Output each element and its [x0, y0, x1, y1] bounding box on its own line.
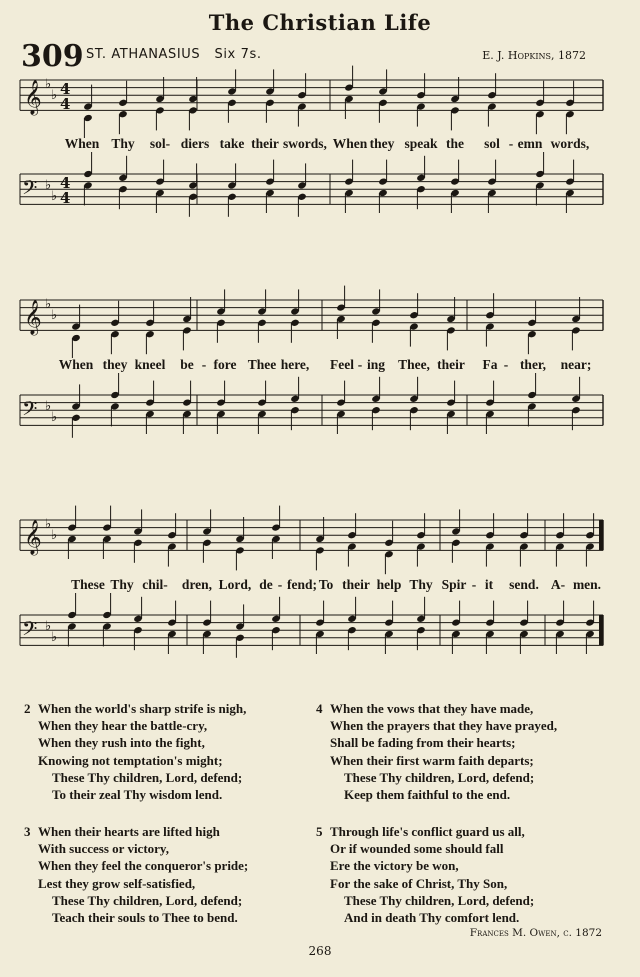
verse-number: 4 — [316, 701, 323, 716]
treble-clef-icon: 𝄞 — [24, 80, 42, 115]
verse-number: 2 — [24, 701, 31, 716]
syllable: dren, — [181, 577, 213, 592]
syllable: fore — [213, 357, 237, 372]
syllable: Thee, — [398, 357, 430, 372]
syllable: fend; — [287, 577, 317, 592]
verse-line: Through life's conflict guard us all, — [330, 824, 525, 839]
syllable: the — [446, 136, 464, 151]
syllable: Thy — [409, 577, 433, 592]
verse-line: Keep them faithful to the end. — [344, 787, 511, 803]
syllable: diers — [180, 136, 210, 151]
verse-line: These Thy children, Lord, defend; — [344, 769, 535, 785]
page-number: 268 — [308, 944, 332, 958]
verse-line: When their hearts are lifted high — [38, 824, 220, 839]
verse-line: When they rush into the fight, — [38, 735, 205, 751]
syllable: ther, — [519, 357, 547, 372]
hymn-number: 309 — [21, 39, 84, 74]
flat-sign-icon: ♭ — [51, 308, 58, 323]
syllable: ing — [366, 357, 386, 372]
verse-2 — [24, 700, 247, 803]
verse-line: And in death Thy comfort lend. — [344, 910, 520, 926]
final-bar-line — [599, 520, 603, 550]
verse-line: For the sake of Christ, Thy Son, — [330, 875, 508, 891]
syllable: - — [503, 357, 509, 372]
flat-sign-icon: ♭ — [45, 77, 52, 92]
verse-number: 3 — [24, 824, 31, 839]
syllable: sol- — [149, 136, 171, 151]
syllable: A- — [550, 577, 566, 592]
author-credit: Frances M. Owen, c. 1872 — [469, 927, 602, 939]
verse-line: When the world's sharp strife is nigh, — [38, 701, 247, 716]
flat-sign-icon: ♭ — [51, 528, 58, 543]
syllable: chil- — [142, 577, 168, 592]
page-title: The Christian Life — [208, 10, 432, 35]
verse-line: When the vows that they have made, — [330, 701, 534, 716]
syllable: speak — [404, 136, 438, 151]
syllable: Feel — [330, 357, 354, 372]
flat-sign-icon: ♭ — [45, 178, 52, 193]
syllable: - — [508, 136, 514, 151]
verse-5 — [316, 823, 535, 926]
syllable: When — [332, 136, 368, 151]
time-signature-denominator: 4 — [60, 189, 71, 207]
syllable: Lord, — [218, 577, 252, 592]
tune-name: ST. ATHANASIUS — [86, 47, 201, 62]
treble-clef-icon: 𝄞 — [24, 300, 42, 335]
syllable: sol — [484, 136, 500, 151]
syllable: their — [342, 577, 370, 592]
verse-number: 5 — [316, 824, 323, 839]
syllable: they — [102, 357, 128, 372]
syllable: they — [369, 136, 395, 151]
syllable: here, — [280, 357, 310, 372]
verse-3 — [24, 823, 249, 926]
syllable: When — [58, 357, 94, 372]
syllable: These — [71, 577, 105, 592]
composer-credit: E. J. Hopkins, 1872 — [482, 49, 586, 62]
verse-line: To their zeal Thy wisdom lend. — [52, 787, 223, 803]
syllable: When — [64, 136, 100, 151]
verse-line: These Thy children, Lord, defend; — [52, 892, 243, 908]
syllable: Thy — [110, 577, 134, 592]
syllable: it — [484, 577, 494, 592]
syllable: - — [201, 357, 207, 372]
verse-line: Or if wounded some should fall — [330, 841, 504, 857]
verse-line: When their first warm faith departs; — [330, 752, 534, 768]
verse-4 — [316, 700, 558, 803]
syllable: de — [259, 577, 273, 592]
final-bar-line — [599, 615, 603, 645]
verse-line: Ere the victory be won, — [330, 858, 459, 874]
syllable: - — [357, 357, 363, 372]
flat-sign-icon: ♭ — [51, 410, 58, 425]
time-signature-numerator: 4 — [60, 80, 71, 98]
verse-line: With success or victory, — [38, 841, 169, 857]
syllable: their — [251, 136, 279, 151]
syllable: kneel — [134, 357, 166, 372]
bass-clef-icon: 𝄢 — [22, 397, 38, 425]
verse-line: Knowing not temptation's might; — [38, 752, 223, 768]
syllable: Thee — [247, 357, 277, 372]
syllable: Spir — [441, 577, 467, 592]
flat-sign-icon: ♭ — [51, 88, 58, 103]
syllable: Thy — [111, 136, 135, 151]
tune-meter: Six 7s. — [214, 47, 262, 62]
syllable: near; — [560, 357, 592, 372]
flat-sign-icon: ♭ — [51, 630, 58, 645]
flat-sign-icon: ♭ — [45, 517, 52, 532]
flat-sign-icon: ♭ — [51, 189, 58, 204]
flat-sign-icon: ♭ — [45, 399, 52, 414]
verse-line: When the prayers that they have prayed, — [330, 718, 558, 734]
verse-line: Teach their souls to Thee to bend. — [52, 910, 238, 926]
syllable: Fa — [482, 357, 498, 372]
verse-line: When they hear the battle-cry, — [38, 718, 208, 734]
verse-line: These Thy children, Lord, defend; — [344, 892, 535, 908]
syllable: To — [318, 577, 334, 592]
syllable: - — [471, 577, 477, 592]
verse-line: When they feel the conqueror's pride; — [38, 858, 249, 874]
syllable: emn — [517, 136, 543, 151]
syllable: take — [219, 136, 245, 151]
time-signature-numerator: 4 — [60, 174, 71, 192]
bass-clef-icon: 𝄢 — [22, 176, 38, 204]
verse-line: Shall be fading from their hearts; — [330, 735, 516, 751]
syllable: send. — [509, 577, 539, 592]
syllable: their — [437, 357, 465, 372]
time-signature-denominator: 4 — [60, 95, 71, 113]
syllable: help — [376, 577, 402, 592]
flat-sign-icon: ♭ — [45, 619, 52, 634]
treble-clef-icon: 𝄞 — [24, 520, 42, 555]
syllable: words, — [550, 136, 590, 151]
verse-line: Lest they grow self-satisfied, — [38, 875, 196, 891]
syllable: be — [180, 357, 194, 372]
flat-sign-icon: ♭ — [45, 297, 52, 312]
verse-line: These Thy children, Lord, defend; — [52, 769, 243, 785]
syllable: men. — [572, 577, 602, 592]
bass-clef-icon: 𝄢 — [22, 617, 38, 645]
syllable: swords, — [283, 136, 327, 151]
syllable: - — [277, 577, 283, 592]
